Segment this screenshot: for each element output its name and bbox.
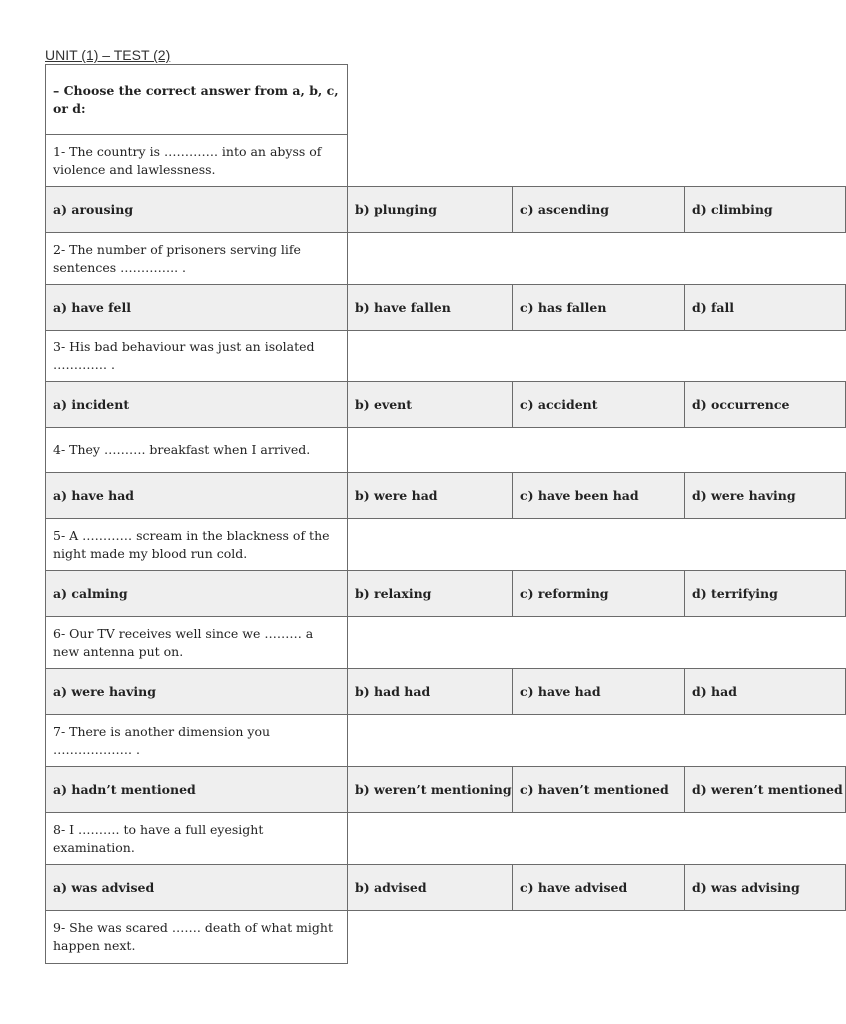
test-title: UNIT (1) – TEST (2) <box>45 47 171 63</box>
option-d[interactable]: d) terrifying <box>685 571 846 617</box>
option-c[interactable]: c) has fallen <box>513 285 685 331</box>
option-c[interactable]: c) have advised <box>513 865 685 911</box>
question-row <box>46 233 846 285</box>
question-row <box>46 813 846 865</box>
option-a[interactable]: a) was advised <box>46 865 348 911</box>
question-text: 8- I ………. to have a full eyesight examination. <box>46 813 348 865</box>
options-row <box>46 187 846 233</box>
question-text: 4- They ………. breakfast when I arrived. <box>46 428 348 473</box>
option-d[interactable]: d) climbing <box>685 187 846 233</box>
option-d[interactable]: d) were having <box>685 473 846 519</box>
option-a[interactable]: a) incident <box>46 382 348 428</box>
option-b[interactable]: b) advised <box>348 865 513 911</box>
option-c[interactable]: c) have been had <box>513 473 685 519</box>
question-table <box>45 64 846 964</box>
question-row <box>46 519 846 571</box>
question-text: 9- She was scared ……. death of what might happen next. <box>46 911 348 964</box>
option-b[interactable]: b) event <box>348 382 513 428</box>
options-row <box>46 865 846 911</box>
option-d[interactable]: d) was advising <box>685 865 846 911</box>
options-row <box>46 669 846 715</box>
options-row <box>46 571 846 617</box>
question-row <box>46 617 846 669</box>
question-row <box>46 428 846 473</box>
option-b[interactable]: b) weren’t mentioning <box>348 767 513 813</box>
option-a[interactable]: a) arousing <box>46 187 348 233</box>
question-row <box>46 715 846 767</box>
options-row <box>46 767 846 813</box>
options-row <box>46 382 846 428</box>
option-c[interactable]: c) ascending <box>513 187 685 233</box>
question-text: 2- The number of prisoners serving life sentences ………….. . <box>46 233 348 285</box>
option-a[interactable]: a) have had <box>46 473 348 519</box>
option-a[interactable]: a) have fell <box>46 285 348 331</box>
option-c[interactable]: c) have had <box>513 669 685 715</box>
question-row <box>46 911 846 964</box>
question-text: 1- The country is …………. into an abyss of violence and lawlessness. <box>46 135 348 187</box>
question-row <box>46 135 846 187</box>
option-a[interactable]: a) calming <box>46 571 348 617</box>
question-text: 5- A ………… scream in the blackness of the night made my blood run cold. <box>46 519 348 571</box>
question-row <box>46 331 846 382</box>
option-b[interactable]: b) plunging <box>348 187 513 233</box>
option-d[interactable]: d) fall <box>685 285 846 331</box>
options-row <box>46 473 846 519</box>
option-a[interactable]: a) hadn’t mentioned <box>46 767 348 813</box>
instruction-row <box>46 65 846 135</box>
option-c[interactable]: c) haven’t mentioned <box>513 767 685 813</box>
instruction-text: – Choose the correct answer from a, b, c, or d: <box>46 65 348 135</box>
options-row <box>46 285 846 331</box>
option-d[interactable]: d) had <box>685 669 846 715</box>
option-b[interactable]: b) relaxing <box>348 571 513 617</box>
option-c[interactable]: c) reforming <box>513 571 685 617</box>
option-a[interactable]: a) were having <box>46 669 348 715</box>
question-text: 6- Our TV receives well since we ……… a new antenna put on. <box>46 617 348 669</box>
option-b[interactable]: b) had had <box>348 669 513 715</box>
question-text: 7- There is another dimension you ………………. . <box>46 715 348 767</box>
option-c[interactable]: c) accident <box>513 382 685 428</box>
option-b[interactable]: b) were had <box>348 473 513 519</box>
option-d[interactable]: d) occurrence <box>685 382 846 428</box>
question-text: 3- His bad behaviour was just an isolated …………. . <box>46 331 348 382</box>
option-b[interactable]: b) have fallen <box>348 285 513 331</box>
option-d[interactable]: d) weren’t mentioned <box>685 767 846 813</box>
